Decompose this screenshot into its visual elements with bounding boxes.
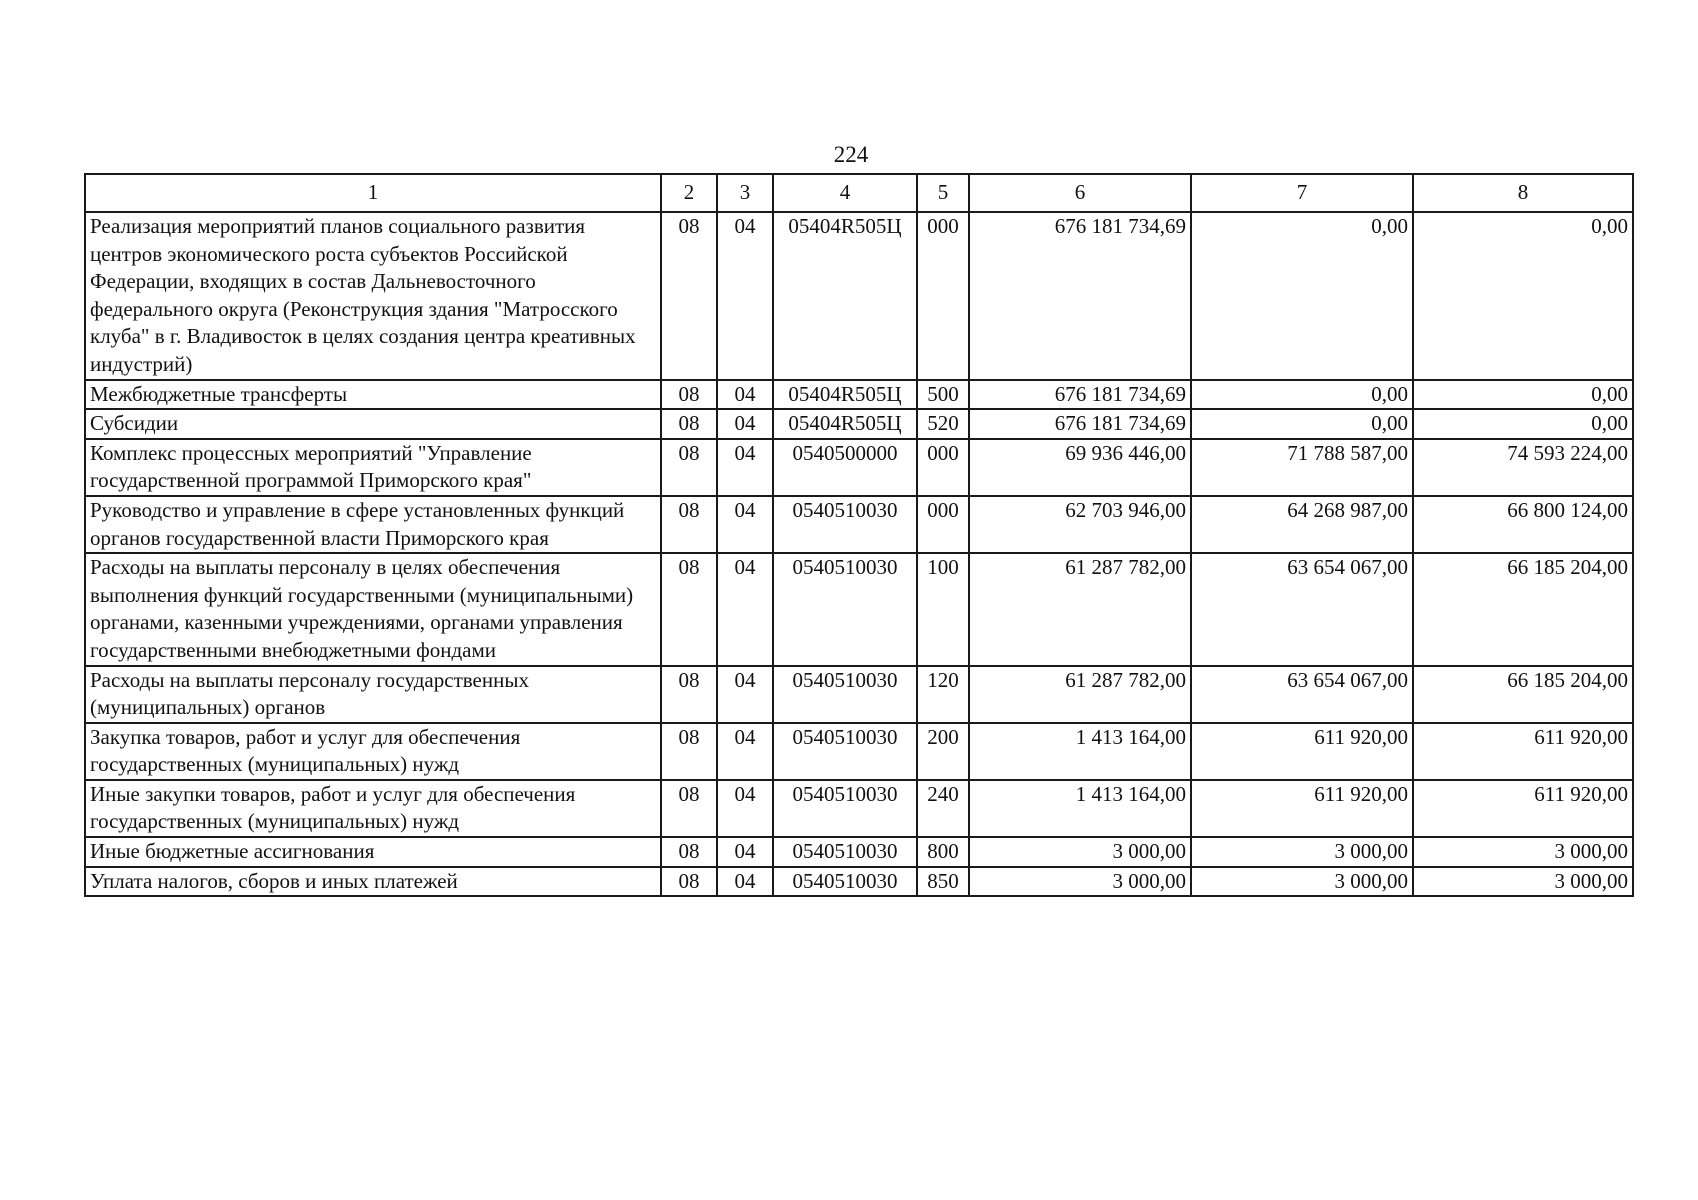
row-name: Руководство и управление в сфере установленных функций органов государственной власти Приморского края — [85, 496, 661, 553]
table-row — [85, 666, 1633, 723]
row-expense-type: 120 — [917, 666, 969, 723]
row-section: 08 — [661, 666, 717, 723]
row-subsection: 04 — [717, 666, 773, 723]
row-section: 08 — [661, 496, 717, 553]
row-expense-type: 000 — [917, 439, 969, 496]
row-amount-7: 3 000,00 — [1191, 867, 1413, 897]
row-name: Уплата налогов, сборов и иных платежей — [85, 867, 661, 897]
table-row — [85, 380, 1633, 410]
row-amount-7: 611 920,00 — [1191, 723, 1413, 780]
row-subsection: 04 — [717, 409, 773, 439]
row-target-article: 05404R505Ц — [773, 409, 917, 439]
table-row — [85, 723, 1633, 780]
row-expense-type: 200 — [917, 723, 969, 780]
row-name: Межбюджетные трансферты — [85, 380, 661, 410]
row-amount-6: 676 181 734,69 — [969, 409, 1191, 439]
row-name: Иные закупки товаров, работ и услуг для обеспечения государственных (муниципальных) нужд — [85, 780, 661, 837]
table-row — [85, 780, 1633, 837]
row-name: Иные бюджетные ассигнования — [85, 837, 661, 867]
row-amount-7: 64 268 987,00 — [1191, 496, 1413, 553]
row-name: Субсидии — [85, 409, 661, 439]
row-section: 08 — [661, 409, 717, 439]
page-number-text: 224 — [833, 142, 869, 167]
row-expense-type: 000 — [917, 212, 969, 380]
row-amount-8: 66 185 204,00 — [1413, 666, 1633, 723]
table-row — [85, 439, 1633, 496]
col-header-7: 7 — [1191, 174, 1413, 212]
row-amount-6: 3 000,00 — [969, 867, 1191, 897]
row-target-article: 05404R505Ц — [773, 212, 917, 380]
row-section: 08 — [661, 867, 717, 897]
table-row — [85, 212, 1633, 380]
table-row — [85, 837, 1633, 867]
row-amount-8: 611 920,00 — [1413, 723, 1633, 780]
row-expense-type: 520 — [917, 409, 969, 439]
row-section: 08 — [661, 723, 717, 780]
table-row — [85, 409, 1633, 439]
col-header-5: 5 — [917, 174, 969, 212]
row-name: Расходы на выплаты персоналу государственных (муниципальных) органов — [85, 666, 661, 723]
row-amount-8: 74 593 224,00 — [1413, 439, 1633, 496]
table-row — [85, 867, 1633, 897]
row-amount-8: 3 000,00 — [1413, 867, 1633, 897]
row-name: Закупка товаров, работ и услуг для обеспечения государственных (муниципальных) нужд — [85, 723, 661, 780]
row-target-article: 05404R505Ц — [773, 380, 917, 410]
row-amount-7: 611 920,00 — [1191, 780, 1413, 837]
header-row — [85, 174, 1633, 212]
row-target-article: 0540510030 — [773, 666, 917, 723]
row-expense-type: 800 — [917, 837, 969, 867]
row-target-article: 0540510030 — [773, 496, 917, 553]
row-section: 08 — [661, 212, 717, 380]
col-header-2: 2 — [661, 174, 717, 212]
row-amount-7: 63 654 067,00 — [1191, 666, 1413, 723]
table-row — [85, 496, 1633, 553]
row-expense-type: 100 — [917, 553, 969, 665]
row-amount-6: 69 936 446,00 — [969, 439, 1191, 496]
row-name: Реализация мероприятий планов социального развития центров экономического роста субъектов Российской Федерации, входящих в состав Дальневосточного федерального округа (Реконструкция здания "Матросского клуба" в г. Владивосток в целях создания центра креативных индустрий) — [85, 212, 661, 380]
row-subsection: 04 — [717, 553, 773, 665]
row-name: Расходы на выплаты персоналу в целях обеспечения выполнения функций государственными (муниципальными) органами, казенными учреждениями, органами управления государственными внебюджетными фондами — [85, 553, 661, 665]
row-subsection: 04 — [717, 212, 773, 380]
row-section: 08 — [661, 780, 717, 837]
col-header-3: 3 — [717, 174, 773, 212]
row-amount-6: 676 181 734,69 — [969, 212, 1191, 380]
row-amount-8: 0,00 — [1413, 212, 1633, 380]
row-section: 08 — [661, 380, 717, 410]
row-subsection: 04 — [717, 723, 773, 780]
row-amount-8: 0,00 — [1413, 380, 1633, 410]
row-amount-6: 61 287 782,00 — [969, 666, 1191, 723]
row-subsection: 04 — [717, 439, 773, 496]
row-amount-6: 676 181 734,69 — [969, 380, 1191, 410]
row-subsection: 04 — [717, 780, 773, 837]
row-subsection: 04 — [717, 496, 773, 553]
row-expense-type: 850 — [917, 867, 969, 897]
row-amount-7: 3 000,00 — [1191, 837, 1413, 867]
row-amount-8: 3 000,00 — [1413, 837, 1633, 867]
row-amount-8: 66 800 124,00 — [1413, 496, 1633, 553]
row-amount-7: 0,00 — [1191, 409, 1413, 439]
page-number — [0, 142, 1698, 168]
row-section: 08 — [661, 553, 717, 665]
row-amount-6: 1 413 164,00 — [969, 723, 1191, 780]
row-amount-7: 71 788 587,00 — [1191, 439, 1413, 496]
row-target-article: 0540510030 — [773, 867, 917, 897]
row-expense-type: 000 — [917, 496, 969, 553]
row-expense-type: 240 — [917, 780, 969, 837]
row-subsection: 04 — [717, 837, 773, 867]
row-name: Комплекс процессных мероприятий "Управление государственной программой Приморского края" — [85, 439, 661, 496]
row-amount-8: 0,00 — [1413, 409, 1633, 439]
col-header-6: 6 — [969, 174, 1191, 212]
budget-table — [84, 173, 1634, 897]
row-target-article: 0540500000 — [773, 439, 917, 496]
row-expense-type: 500 — [917, 380, 969, 410]
row-section: 08 — [661, 439, 717, 496]
row-amount-8: 611 920,00 — [1413, 780, 1633, 837]
row-section: 08 — [661, 837, 717, 867]
row-target-article: 0540510030 — [773, 553, 917, 665]
row-target-article: 0540510030 — [773, 723, 917, 780]
row-amount-6: 62 703 946,00 — [969, 496, 1191, 553]
row-amount-7: 0,00 — [1191, 380, 1413, 410]
table-row — [85, 553, 1633, 665]
row-subsection: 04 — [717, 380, 773, 410]
col-header-4: 4 — [773, 174, 917, 212]
row-amount-7: 63 654 067,00 — [1191, 553, 1413, 665]
row-amount-6: 1 413 164,00 — [969, 780, 1191, 837]
row-amount-7: 0,00 — [1191, 212, 1413, 380]
row-target-article: 0540510030 — [773, 837, 917, 867]
row-amount-8: 66 185 204,00 — [1413, 553, 1633, 665]
col-header-1: 1 — [85, 174, 661, 212]
row-amount-6: 61 287 782,00 — [969, 553, 1191, 665]
row-target-article: 0540510030 — [773, 780, 917, 837]
col-header-8: 8 — [1413, 174, 1633, 212]
row-amount-6: 3 000,00 — [969, 837, 1191, 867]
row-subsection: 04 — [717, 867, 773, 897]
